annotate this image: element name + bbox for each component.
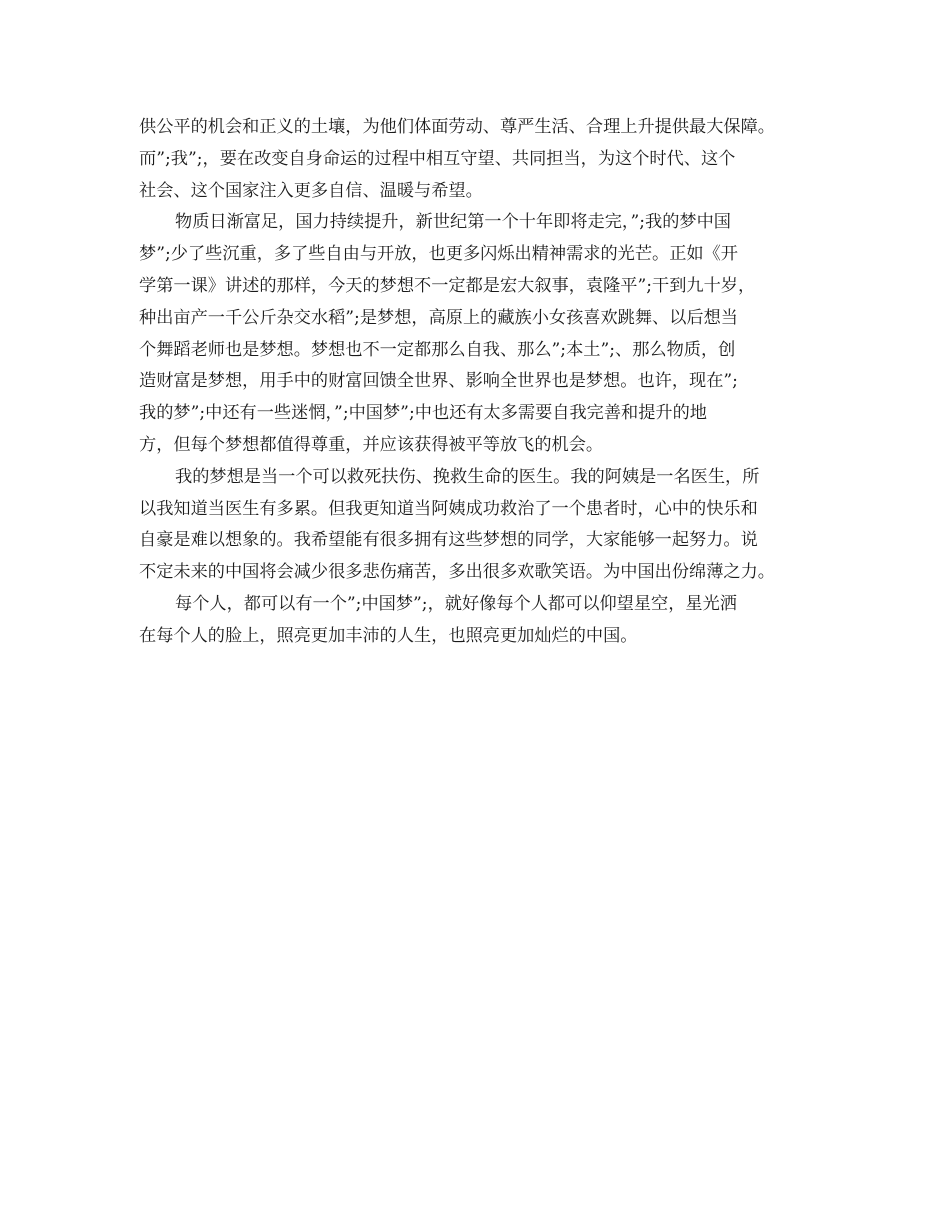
text-line: 自豪是难以想象的。我希望能有很多拥有这些梦想的同学，大家能够一起努力。说 [139, 530, 758, 551]
text-line: 供公平的机会和正义的土壤，为他们体面劳动、尊严生活、合理上升提供最大保障。 [139, 117, 775, 137]
paragraph-start-line: 每个人，都可以有一个”;中国梦”;，就好像每个人都可以仰望星空，星光洒 [175, 593, 737, 614]
text-line: 方，但每个梦想都值得尊重，并应该获得被平等放飞的机会。 [139, 434, 604, 455]
text-line: 梦”;少了些沉重，多了些自由与开放，也更多闪烁出精神需求的光芒。正如《开 [139, 244, 738, 265]
text-line: 种出亩产一千公斤杂交水稻”;是梦想，高原上的藏族小女孩喜欢跳舞、以后想当 [139, 307, 738, 328]
text-line: 在每个人的脸上，照亮更加丰沛的人生，也照亮更加灿烂的中国。 [139, 625, 638, 646]
document-body [139, 112, 819, 653]
text-line: 不定未来的中国将会减少很多悲伤痛苦，多出很多欢歌笑语。为中国出份绵薄之力。 [139, 562, 775, 583]
paragraph-start-line: 我的梦想是当一个可以救死扶伤、挽救生命的医生。我的阿姨是一名医生，所 [175, 466, 760, 487]
text-line: 个舞蹈老师也是梦想。梦想也不一定都那么自我、那么”;本土”;、那么物质，创 [139, 339, 736, 360]
text-line: 以我知道当医生有多累。但我更知道当阿姨成功救治了一个患者时，心中的快乐和 [139, 498, 758, 519]
paragraph-start-line: 物质日渐富足，国力持续提升，新世纪第一个十年即将走完，”;我的梦中国 [175, 212, 731, 233]
text-line: 而”;我”;，要在改变自身命运的过程中相互守望、共同担当，为这个时代、这个 [139, 148, 736, 169]
text-line: 社会、这个国家注入更多自信、温暖与希望。 [139, 180, 483, 201]
text-line: 学第一课》讲述的那样，今天的梦想不一定都是宏大叙事，袁隆平”;干到九十岁， [139, 275, 756, 296]
text-line: 我的梦”;中还有一些迷惘，”;中国梦”;中也还有太多需要自我完善和提升的地 [139, 403, 707, 424]
text-line: 造财富是梦想，用手中的财富回馈全世界、影响全世界也是梦想。也许，现在”; [139, 371, 738, 392]
